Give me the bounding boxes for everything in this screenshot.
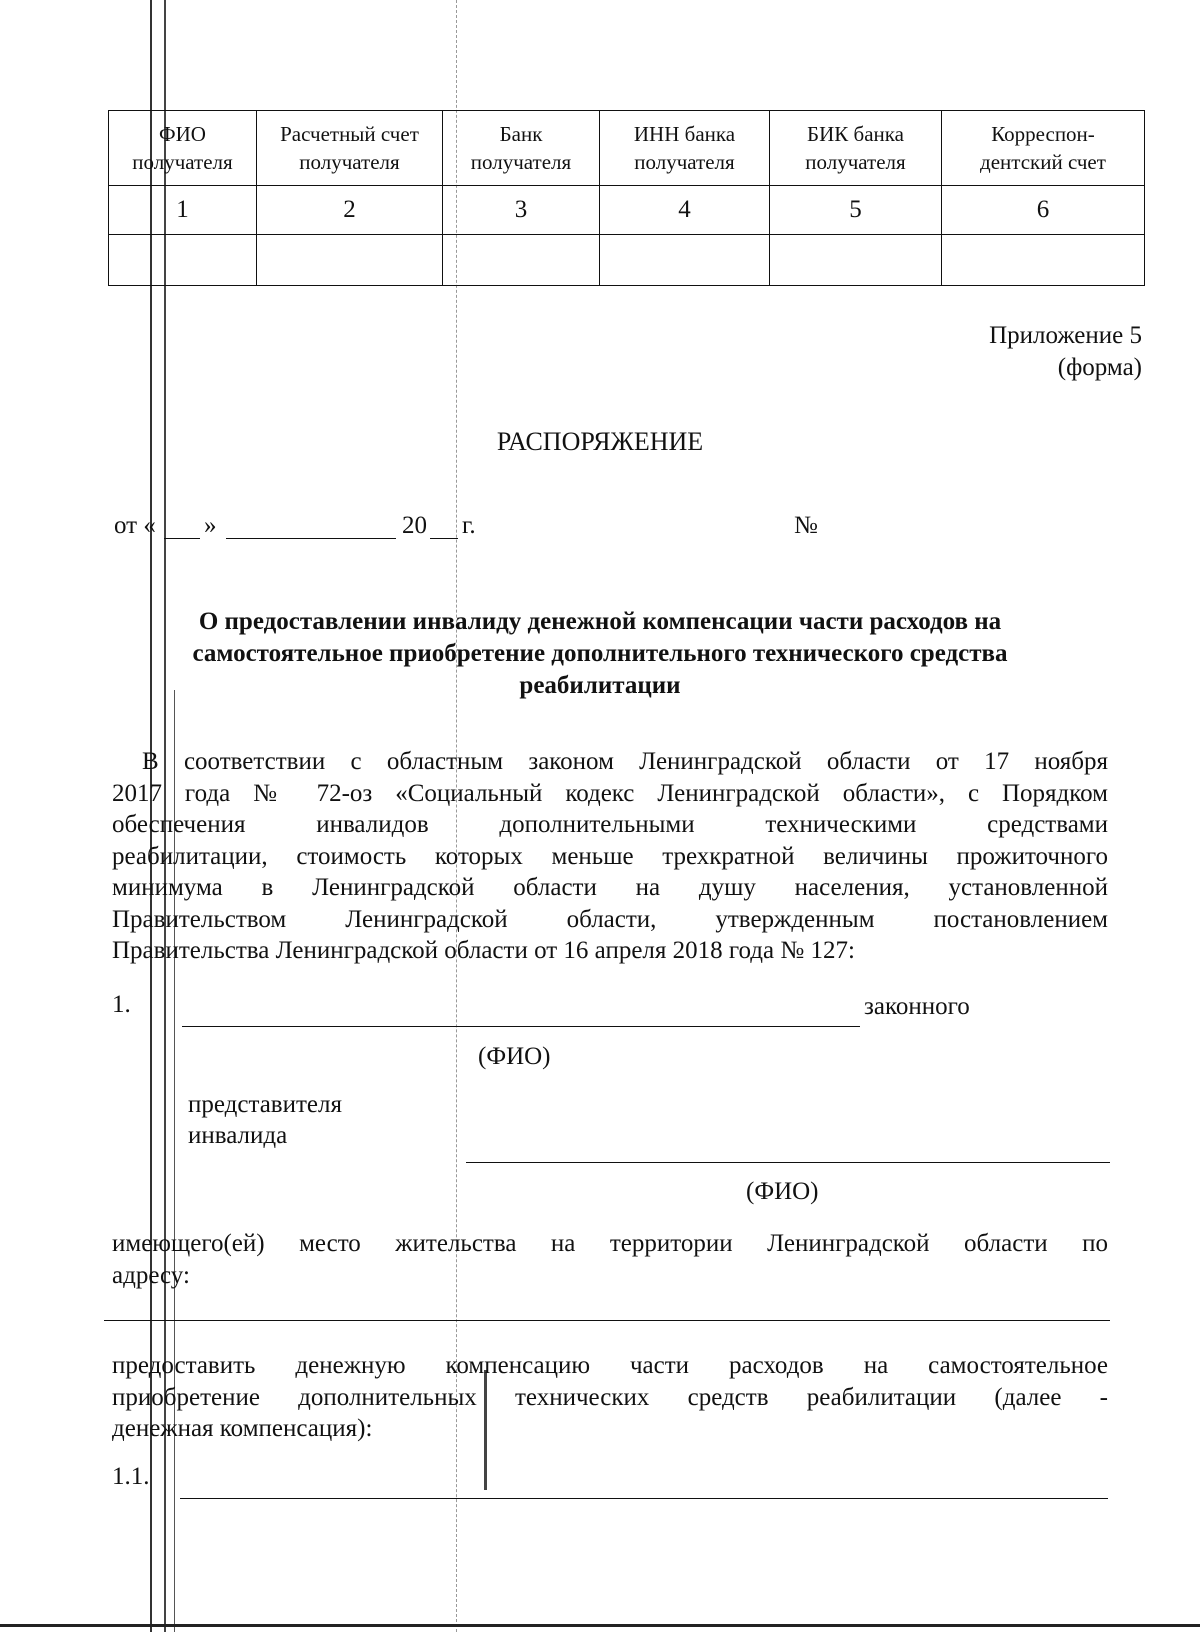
paragraph-line: В соответствии с областным законом Ленинградской области от 17 ноября <box>142 748 1108 775</box>
table-header-cell: ФИО получателя <box>109 111 257 186</box>
table-cell-empty[interactable] <box>770 235 942 286</box>
heading-line: О предоставлении инвалиду денежной компенсации части расходов на <box>198 608 1002 635</box>
year-suffix: г. <box>462 512 476 539</box>
table-cell-empty[interactable] <box>443 235 600 286</box>
item-1-1-line[interactable] <box>180 1498 1108 1499</box>
table-cell-empty[interactable] <box>942 235 1145 286</box>
legal-label: законного <box>864 993 970 1020</box>
date-close-quote: » <box>204 512 217 539</box>
address-line[interactable] <box>104 1320 1110 1321</box>
paragraph-line: Правительством Ленинградской области, утвержденным постановлением <box>112 905 1108 933</box>
paragraph-line: Правительства Ленинградской области от 16 апреля 2018 года № 127: <box>112 937 855 964</box>
document-title: РАСПОРЯЖЕНИЕ <box>496 427 704 456</box>
fio-caption: (ФИО) <box>746 1178 819 1205</box>
paragraph-line: предоставить денежную компенсацию части расходов на самостоятельное <box>112 1352 1108 1379</box>
date-number-row <box>114 510 894 546</box>
disabled-person-fio-line[interactable] <box>466 1162 1110 1163</box>
table-cell: 4 <box>600 186 770 235</box>
table-header-cell: Расчетный счет получателя <box>257 111 443 186</box>
table-cell: 1 <box>109 186 257 235</box>
day-blank[interactable] <box>164 538 200 539</box>
representative-label: инвалида <box>188 1122 288 1149</box>
paragraph-line: приобретение дополнительных технических средств реабилитации (далее - <box>112 1383 1108 1411</box>
table-header-row <box>109 111 1145 186</box>
month-blank[interactable] <box>226 538 396 539</box>
recipient-fio-line[interactable] <box>182 1026 860 1027</box>
residence-paragraph <box>112 1228 1108 1291</box>
table-cell: 6 <box>942 186 1145 235</box>
table-header-cell: БИК банка получателя <box>770 111 942 186</box>
table-header-cell: ИНН банка получателя <box>600 111 770 186</box>
table-cell-empty[interactable] <box>109 235 257 286</box>
order-heading <box>120 606 1080 702</box>
provide-paragraph <box>112 1350 1108 1445</box>
item-1-number: 1. <box>112 991 131 1018</box>
paragraph-line: минимума в Ленинградской области на душу населения, установленной <box>112 874 1108 901</box>
heading-line: самостоятельное приобретение дополнительного технического средства <box>192 640 1008 667</box>
representative-label: представителя <box>188 1091 342 1118</box>
paragraph-line: 2017 года № 72-оз «Социальный кодекс Ленинградской области», с Порядком <box>112 779 1108 807</box>
table-cell-empty[interactable] <box>257 235 443 286</box>
paragraph-line: реабилитации, стоимость которых меньше трехкратной величины прожиточного <box>112 842 1108 870</box>
appendix-number: Приложение 5 <box>989 322 1142 349</box>
table-cell: 2 <box>257 186 443 235</box>
table-cell-empty[interactable] <box>600 235 770 286</box>
scan-artifact-bottom-edge <box>0 1624 1200 1627</box>
table-header-cell: Корреспон- дентский счет <box>942 111 1145 186</box>
recipient-requisites-table <box>108 110 1145 286</box>
item-1-1-number: 1.1. <box>112 1463 150 1490</box>
appendix-form-label: (форма) <box>1057 354 1142 381</box>
number-sign: № <box>794 512 818 539</box>
heading-line: реабилитации <box>519 672 681 699</box>
table-header-cell: Банк получателя <box>443 111 600 186</box>
table-cell: 3 <box>443 186 600 235</box>
table-cell: 5 <box>770 186 942 235</box>
preamble-paragraph <box>112 746 1108 967</box>
paragraph-line: денежная компенсация): <box>112 1415 373 1442</box>
paragraph-line: имеющего(ей) место жительства на территории Ленинградской области по <box>112 1230 1108 1257</box>
table-row-empty <box>109 235 1145 286</box>
date-prefix: от « <box>114 512 156 539</box>
year-blank[interactable] <box>430 538 458 539</box>
appendix-note <box>989 320 1142 384</box>
paragraph-line: обеспечения инвалидов дополнительными техническими средствами <box>112 811 1108 838</box>
year-prefix: 20 <box>402 512 427 539</box>
table-row-column-numbers <box>109 186 1145 235</box>
paragraph-line: адресу: <box>112 1261 190 1289</box>
fio-caption: (ФИО) <box>478 1043 551 1070</box>
